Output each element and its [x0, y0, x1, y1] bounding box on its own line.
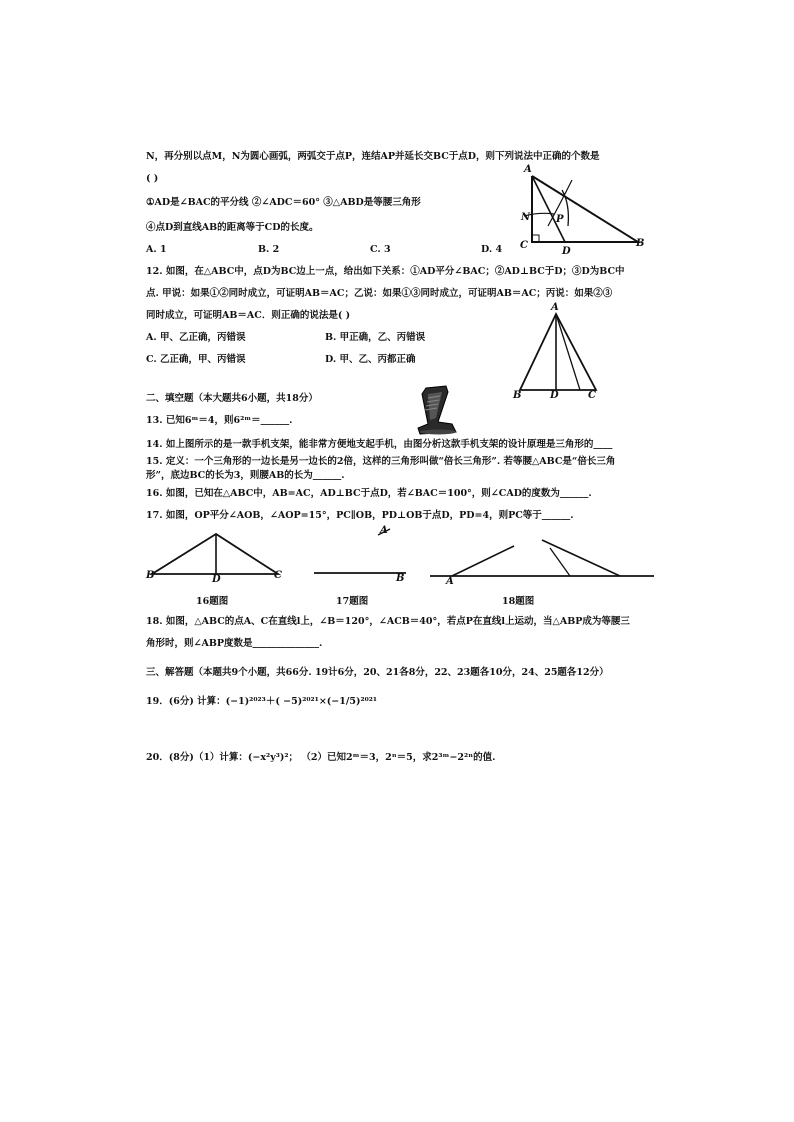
q11-line3: ①AD是∠BAC的平分线 ②∠ADC＝60° ③△ABD是等腰三角形 — [146, 197, 421, 208]
fig17 — [310, 525, 420, 587]
fig16-label-c: C — [274, 570, 282, 581]
q17: 17. 如图，OP平分∠AOB，∠AOP=15°，PC∥OB，PD⊥OB于点D，PD=4，则PC等于______. — [146, 510, 574, 521]
fig16-caption: 16题图 — [196, 596, 229, 607]
section2-title: 二、填空题（本大题共6小题，共18分） — [146, 393, 318, 404]
q12-option-d: D. 甲、乙、丙都正确 — [325, 354, 416, 365]
fig17-label-b: B — [396, 573, 405, 584]
q11-label-c: C — [520, 240, 528, 251]
q12-line2: 点. 甲说：如果①②同时成立，可证明AB＝AC；乙说：如果①③同时成立，可证明AB＝AC；丙说：如果②③ — [146, 288, 613, 299]
q13: 13. 已知6ᵐ＝4，则6²ᵐ＝______. — [146, 415, 293, 426]
q11-line1: N，再分别以点M，N为圆心画弧，两弧交于点P，连结AP并延长交BC于点D，则下列说法中正确的个数是 — [146, 151, 600, 162]
q11-label-a: A — [524, 164, 532, 175]
q11-option-c: C. 3 — [370, 244, 391, 255]
section3-title: 三、解答题（本题共9个小题，共66分. 19计6分，20、21各8分，22、23题各10分，24、25题各12分） — [146, 667, 609, 678]
q12-figure — [508, 302, 608, 404]
q15-line1: 15. 定义：一个三角形的一边长是另一边长的2倍，这样的三角形叫做“倍长三角形”. 若等腰△ABC是“倍长三角 — [146, 456, 616, 467]
q12-option-a: A. 甲、乙正确，丙错误 — [146, 332, 246, 343]
q11-label-d: D — [562, 246, 571, 257]
q15-line2: 形”，底边BC的长为3，则腰AB的长为______. — [146, 470, 345, 481]
fig18-label-a: A — [446, 576, 454, 587]
q19: 19．(6分) 计算：(−1)²⁰²³＋( −5)²⁰²¹×(−1/5)²⁰²¹ — [146, 696, 378, 707]
q12-label-c: C — [588, 390, 596, 401]
q12-label-a: A — [551, 302, 559, 313]
fig18-caption: 18题图 — [502, 596, 535, 607]
q18-line2: 角形时，则∠ABP度数是______________. — [146, 638, 323, 649]
fig16-label-b: B — [146, 570, 155, 581]
q16: 16. 如图，已知在△ABC中，AB=AC，AD⊥BC于点D，若∠BAC＝100°，则∠CAD的度数为______. — [146, 488, 592, 499]
q12-option-b: B. 甲正确，乙、丙错误 — [325, 332, 426, 343]
q14: 14. 如上图所示的是一款手机支架，能非常方便地支起手机，由图分析这款手机支架的设计原理是三角形的____ — [146, 439, 613, 450]
q11-option-d: D. 4 — [481, 244, 503, 255]
q11-label-n: N — [521, 212, 531, 223]
q12-line3: 同时成立，可证明AB＝AC．则正确的说法是( ) — [146, 310, 351, 321]
fig16 — [146, 530, 296, 588]
q12-option-c: C. 乙正确，甲、丙错误 — [146, 354, 246, 365]
q11-line4: ④点D到直线AB的距离等于CD的长度。 — [146, 222, 319, 233]
q20: 20．(8分)（1）计算：(−x²y³)²； （2）已知2ᵐ＝3，2ⁿ＝5，求2³ᵐ−2²ⁿ的值. — [146, 752, 496, 763]
fig16-label-d: D — [212, 574, 221, 585]
q12-label-b: B — [513, 390, 522, 401]
q11-figure — [510, 164, 650, 258]
q12-label-d: D — [550, 390, 559, 401]
q11-option-b: B. 2 — [258, 244, 280, 255]
fig18 — [430, 534, 656, 586]
q11-label-p: P — [556, 214, 564, 225]
fig17-caption: 17题图 — [336, 596, 369, 607]
q12-line1: 12. 如图，在△ABC中，点D为BC边上一点，给出如下关系：①AD平分∠BAC；②AD⊥BC于D；③D为BC中 — [146, 266, 625, 277]
q11-line2: ( ) — [146, 173, 159, 184]
fig17-label-a: A — [380, 525, 388, 536]
q18-line1: 18. 如图，△ABC的点A、C在直线l上，∠B＝120°，∠ACB＝40°，若点P在直线l上运动，当△ABP成为等腰三 — [146, 616, 630, 627]
q11-option-a: A. 1 — [146, 244, 167, 255]
q11-label-b: B — [636, 238, 645, 249]
phone-stand-image — [412, 384, 462, 436]
